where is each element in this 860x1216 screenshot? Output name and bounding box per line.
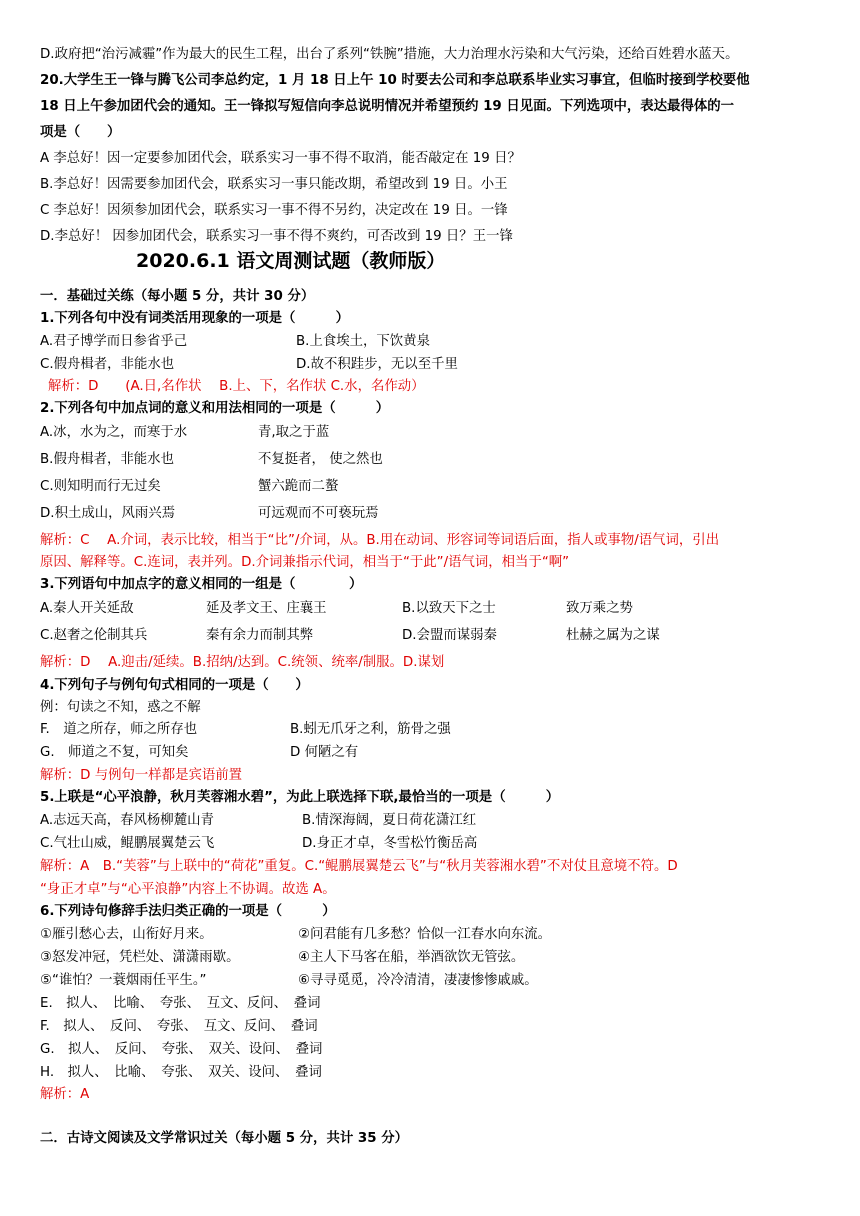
q6-sentence-6: ⑥寻寻觅觅，冷冷清清，凄凄惨惨戚戚。 — [298, 973, 538, 988]
q2-option-b-right: 不复挺者， 使之然也 — [258, 452, 383, 467]
q20-option-c: C 李总好！因须参加团代会，联系实习一事不得不另约，决定改在 19 日。一锋 — [40, 203, 508, 218]
q2-option-c-right: 蟹六跪而二螯 — [258, 479, 339, 494]
q2-answer-line-2: 原因、解释等。C.连词，表并列。D.介词兼指示代词，相当于“于此”/语气词，相当于“啊” — [40, 555, 570, 570]
q2-option-b-left: B.假舟楫者，非能水也 — [40, 452, 174, 467]
q4-option-d: D 何陋之有 — [290, 745, 359, 760]
q5-option-a: A.志远天高，春风杨柳麓山青 — [40, 813, 214, 828]
q20-option-d: D.李总好！ 因参加团代会，联系实习一事不得不爽约，可否改到 19 日？王一锋 — [40, 229, 513, 244]
q6-answer: 解析：A — [40, 1087, 90, 1102]
q3-stem: 3.下列语句中加点字的意义相同的一组是（ ） — [40, 577, 363, 592]
q6-sentence-2: ②问君能有几多愁？恰似一江春水向东流。 — [298, 927, 552, 942]
q1-option-c: C.假舟楫者，非能水也 — [40, 357, 175, 372]
q6-sentence-5: ⑤“谁怕？一蓑烟雨任平生。” — [40, 973, 207, 988]
q2-option-a-left: A.冰，水为之，而寒于水 — [40, 425, 188, 440]
q20-stem-line-3: 项是（ ） — [40, 125, 121, 140]
q1-stem: 1.下列各句中没有词类活用现象的一项是（ ） — [40, 311, 349, 326]
q6-option-g: G. 拟人、 反问、 夸张、 双关、设问、 叠词 — [40, 1042, 323, 1057]
q6-stem: 6.下列诗句修辞手法归类正确的一项是（ ） — [40, 904, 336, 919]
q1-option-a: A.君子博学而日参省乎己 — [40, 334, 188, 349]
q3-option-b-left: B.以致天下之士 — [402, 601, 496, 616]
q2-option-c-left: C.则知明而行无过矣 — [40, 479, 161, 494]
q20-stem-line-1: 20.大学生王一锋与腾飞公司李总约定，1 月 18 日上午 10 时要去公司和李总联系毕业实习事宜，但临时接到学校要他 — [40, 73, 750, 88]
q6-option-h: H. 拟人、 比喻、 夸张、 双关、设问、 叠词 — [40, 1065, 322, 1080]
q2-option-a-right: 青,取之于蓝 — [258, 425, 330, 440]
q2-stem: 2.下列各句中加点词的意义和用法相同的一项是（ ） — [40, 401, 390, 416]
q1-option-d: D.故不积跬步，无以至千里 — [296, 357, 458, 372]
q3-option-a-right: 延及孝文王、庄襄王 — [206, 601, 327, 616]
q6-sentence-1: ①雁引愁心去，山衔好月来。 — [40, 927, 213, 942]
q6-option-e: E. 拟人、 比喻、 夸张、 互文、反问、 叠词 — [40, 996, 321, 1011]
section-1-heading: 一．基础过关练（每小题 5 分，共计 30 分） — [40, 289, 315, 304]
q4-option-b: B.蚓无爪牙之利，筋骨之强 — [290, 722, 451, 737]
q5-answer-line-1: 解析：A B.“芙蓉”与上联中的“荷花”重复。C.“鲲鹏展翼楚云飞”与“秋月芙蓉湘水碧”不对仗且意境不符。D — [40, 859, 678, 874]
q4-example: 例：句读之不知，惑之不解 — [40, 700, 201, 715]
q20-option-a: A 李总好！因一定要参加团代会，联系实习一事不得不取消，能否敲定在 19 日？ — [40, 151, 521, 166]
q2-option-d-right: 可远观而不可亵玩焉 — [258, 506, 379, 521]
q3-option-b-right: 致万乘之势 — [566, 601, 633, 616]
q3-option-c-left: C.赵奢之伦制其兵 — [40, 628, 148, 643]
q19-option-d: D.政府把“治污减霾”作为最大的民生工程，出台了系列“铁腕”措施，大力治理水污染和大气污染，还给百姓碧水蓝天。 — [40, 47, 739, 62]
q2-answer-line-1: 解析：C A.介词，表示比较，相当于“比”/介词，从。B.用在动词、形容词等词语后面，指人或事物/语气词，引出 — [40, 533, 720, 548]
q2-option-d-left: D.积土成山，风雨兴焉 — [40, 506, 176, 521]
q1-answer: 解析：D (A.日,名作状 B.上、下，名作状 C.水，名作动） — [48, 379, 425, 394]
q5-option-c: C.气壮山威，鲲鹏展翼楚云飞 — [40, 836, 215, 851]
q6-sentence-3: ③怒发冲冠，凭栏处、潇潇雨歇。 — [40, 950, 240, 965]
q4-answer: 解析：D 与例句一样都是宾语前置 — [40, 768, 243, 783]
section-2-heading: 二．古诗文阅读及文学常识过关（每小题 5 分，共计 35 分） — [40, 1131, 408, 1146]
q4-option-g: G. 师道之不复，可知矣 — [40, 745, 189, 760]
q3-answer: 解析：D A.迎击/延续。B.招纳/达到。C.统领、统率/制服。D.谋划 — [40, 655, 445, 670]
q3-option-c-right: 秦有余力而制其弊 — [206, 628, 314, 643]
q4-stem: 4.下列句子与例句句式相同的一项是（ ） — [40, 678, 309, 693]
q5-answer-line-2: “身正才卓”与“心平浪静”内容上不协调。故选 A。 — [40, 882, 336, 897]
q5-option-d: D.身正才卓，冬雪松竹衡岳高 — [302, 836, 478, 851]
q1-option-b: B.上食埃土，下饮黄泉 — [296, 334, 430, 349]
q4-option-f: F. 道之所存，师之所存也 — [40, 722, 198, 737]
q6-sentence-4: ④主人下马客在船，举酒欲饮无管弦。 — [298, 950, 525, 965]
page-title: 2020.6.1 语文周测试题（教师版） — [136, 250, 446, 272]
q20-stem-line-2: 18 日上午参加团代会的通知。王一锋拟写短信向李总说明情况并希望预约 19 日见面。下列选项中，表达最得体的一 — [40, 99, 735, 114]
q6-option-f: F. 拟人、 反问、 夸张、 互文、反问、 叠词 — [40, 1019, 318, 1034]
q20-option-b: B.李总好！因需要参加团代会，联系实习一事只能改期，希望改到 19 日。小王 — [40, 177, 508, 192]
q3-option-d-left: D.会盟而谋弱秦 — [402, 628, 497, 643]
q5-option-b: B.情深海阔，夏日荷花潇江红 — [302, 813, 477, 828]
q3-option-a-left: A.秦人开关延敌 — [40, 601, 134, 616]
q5-stem: 5.上联是“心平浪静，秋月芙蓉湘水碧”，为此上联选择下联,最恰当的一项是（ ） — [40, 790, 560, 805]
q3-option-d-right: 杜赫之属为之谋 — [566, 628, 660, 643]
